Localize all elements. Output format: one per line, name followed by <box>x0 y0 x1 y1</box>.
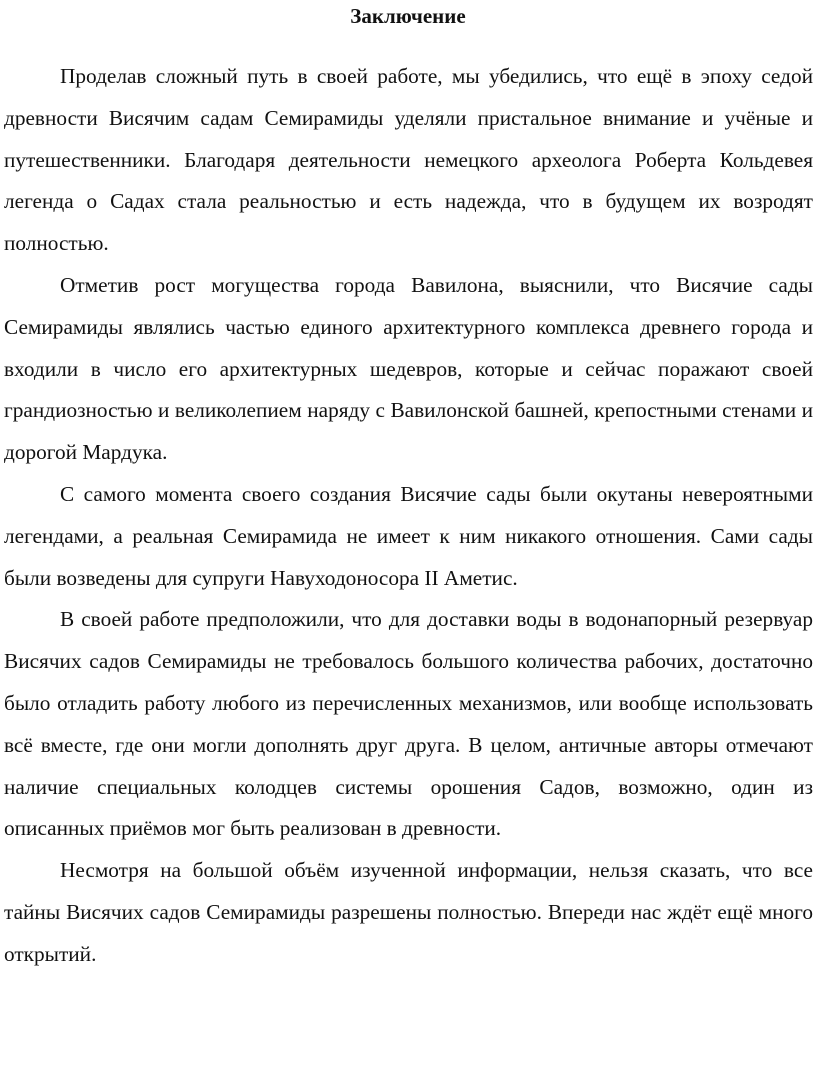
paragraph-1: Проделав сложный путь в своей работе, мы убедились, что ещё в эпоху седой древности Висячим садам Семирамиды уделяли пристальное внимание и учёные и путешественники. Благодаря деятельности немецкого археолога Роберта Кольдевея легенда о Садах стала реальностью и есть надежда, что в будущем их возродят полностью. <box>4 64 813 256</box>
page-title: Заключение <box>350 4 466 28</box>
paragraph-5: Несмотря на большой объём изученной информации, нельзя сказать, что все тайны Висячих садов Семирамиды разрешены полностью. Впереди нас ждёт ещё много открытий. <box>4 858 813 966</box>
paragraph-4: В своей работе предположили, что для доставки воды в водонапорный резервуар Висячих садов Семирамиды не требовалось большого количества рабочих, достаточно было отладить работу любого из перечисленных механизмов, или вообще использовать всё вместе, где они могли дополнять друг друга. В целом, античные авторы отмечают наличие специальных колодцев системы орошения Садов, возможно, один из описанных приёмов мог быть реализован в древности. <box>4 607 813 841</box>
paragraph-2: Отметив рост могущества города Вавилона, выяснили, что Висячие сады Семирамиды являлись частью единого архитектурного комплекса древнего города и входили в число его архитектурных шедевров, которые и сейчас поражают своей грандиозностью и великолепием наряду с Вавилонской башней, крепостными стенами и дорогой Мардука. <box>4 272 813 465</box>
paragraph-3: С самого момента своего создания Висячие сады были окутаны невероятными легендами, а реальная Семирамида не имеет к ним никакого отношения. Сами сады были возведены для супруги Навуходоносора II Аметис. <box>4 481 813 590</box>
document-body <box>4 56 813 976</box>
